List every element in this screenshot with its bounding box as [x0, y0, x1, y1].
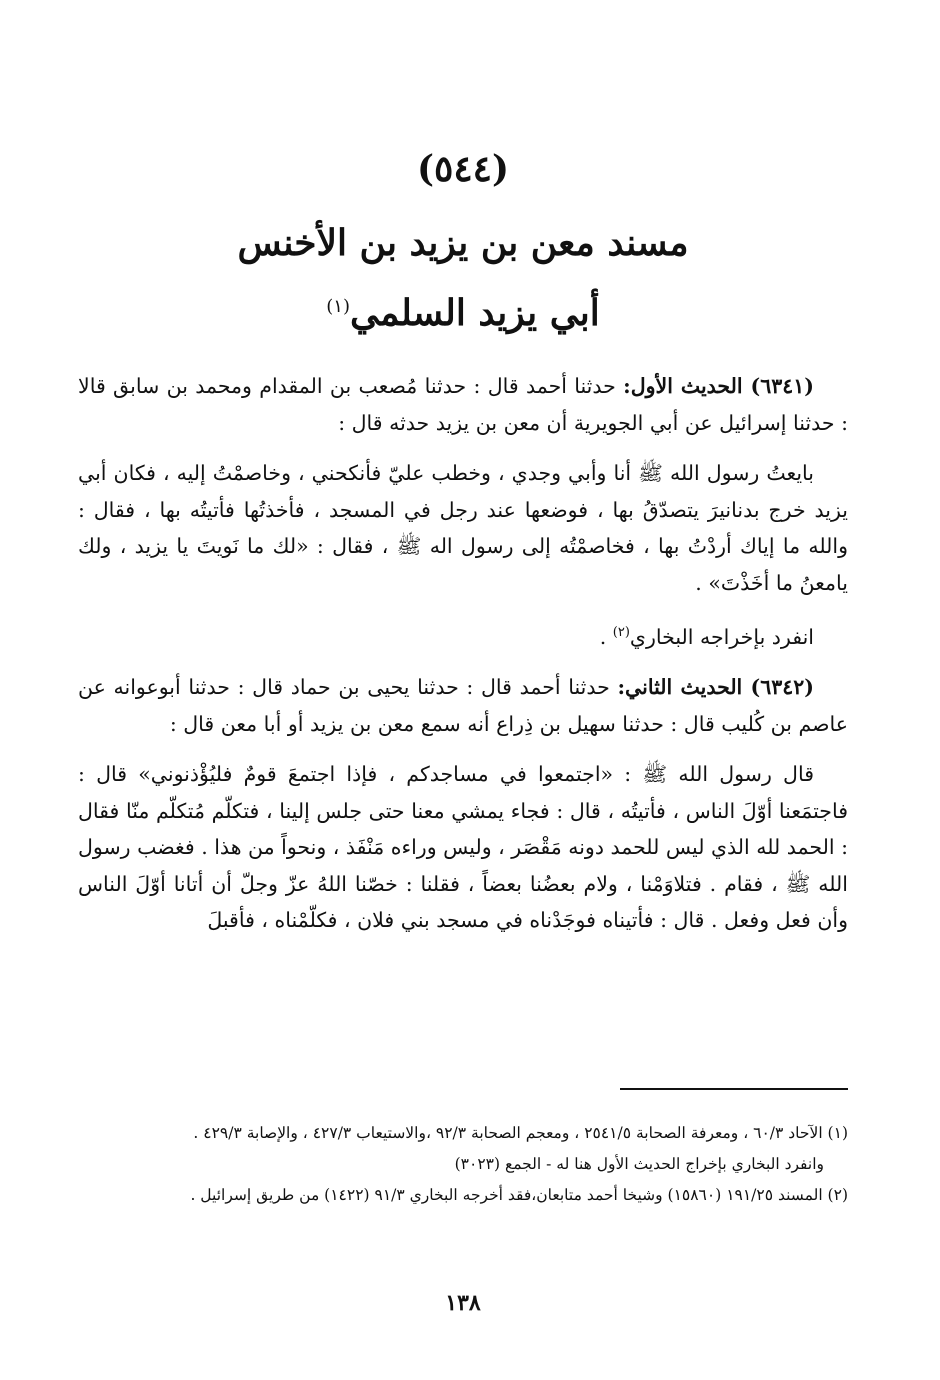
- hadith-1-isnad: [78, 368, 848, 441]
- page-number: ١٣٨: [445, 1290, 481, 1316]
- footnote-1: (١) الآحاد ٦٠/٣ ، ومعرفة الصحابة ٢٥٤١/٥ ، ومعجم الصحابة ٩٢/٣ ،والاستيعاب ٤٢٧/٣ ، والإصابة ٤٢٩/٣ .: [193, 1124, 848, 1142]
- hadith-1-footnote-mark: (٢): [612, 625, 630, 640]
- title-line-1-text: مسند معن بن يزيد بن الأخنس: [237, 222, 689, 264]
- musnad-title-line-2: [78, 292, 848, 334]
- book-page: [78, 0, 848, 1380]
- hadith-2-label: (٦٣٤٢) الحديث الثاني:: [617, 675, 814, 700]
- hadith-1-note: [78, 615, 848, 655]
- hadith-2-isnad-text: حدثنا أحمد قال : حدثنا يحيى بن حماد قال : حدثنا أبوعوانه عن عاصم بن كُليب قال : حدثنا سهيل بن ذِراع أنه سمع معن بن يزيد أو أبا معن قال :: [78, 675, 848, 736]
- hadith-2-matn: قال رسول الله ﷺ : «اجتمعوا في مساجدكم ، فإذا اجتمعَ قومٌ فليُؤْذنوني» قال : فاجتمَعنا أوّلَ الناس ، فأتيتُه ، قال : فجاء يمشي معنا حتى جلس إلينا ، فتكلّم مُتكلّم منّا فقال : الحمد لله الذي ليس للحمد دونه مَقْصَر ، وليس وراءه مَنْفَذ ، ونحواً من هذا . فغضب رسول الله ﷺ ، فقام . فتلاوَمْنا ، ولام بعضُنا بعضاً ، فقلنا : خصّنا اللهُ عزّ وجلّ أن أتانا أوّلَ الناس وأن فعل وفعل . قال : فأتيناه فوجَدْناه في مسجد بني فلان ، فكلّمْناه ، فأقبلَ: [78, 762, 848, 933]
- musnad-number: (٥٤٤): [416, 148, 510, 190]
- hadith-1-note-end: .: [599, 624, 613, 649]
- title-footnote-mark: (١): [326, 296, 350, 317]
- hadith-1-note-text: انفرد بإخراجه البخاري: [629, 624, 814, 649]
- footnote-divider: [620, 1088, 848, 1090]
- footnotes: [78, 1118, 848, 1211]
- footnote-2: (٢) المسند ١٩١/٢٥ (١٥٨٦٠) وشيخا أحمد متابعان،فقد أخرجه البخاري ٩١/٣ (١٤٢٢) من طريق إسرائيل .: [190, 1186, 848, 1204]
- hadith-1-isnad-text: حدثنا أحمد قال : حدثنا مُصعب بن المقدام ومحمد بن سابق قالا : حدثنا إسرائيل عن أبي الجويرية أن معن بن يزيد حدثه قال :: [78, 374, 848, 435]
- hadith-2-isnad: [78, 669, 848, 742]
- musnad-title-line-1: [78, 222, 848, 264]
- main-text: [78, 368, 848, 953]
- footnote-1-extra: وانفرد البخاري بإخراج الحديث الأول هنا له - الجمع (٣٠٢٣): [454, 1155, 824, 1173]
- hadith-1-label: (٦٣٤١) الحديث الأول:: [623, 374, 814, 398]
- hadith-1-matn: بايعتُ رسول الله ﷺ أنا وأبي وجدي ، وخطب عليّ فأنكحني ، وخاصمْتُ إليه ، فكان أبي يزيد خرج بدنانيرَ يتصدّقُ بها ، فوضعها عند رجل في المسجد ، فأخذتُها فأتيتُه بها ، فقال : والله ما إياك أردْتُ بها ، فخاصمْتُه إلى رسول اله ﷺ ، فقال : «لك ما نَويتَ يا يزيد ، ولك يامعنُ ما أخَذْتَ» .: [78, 461, 848, 595]
- title-line-2-text: أبي يزيد السلمي: [350, 292, 600, 334]
